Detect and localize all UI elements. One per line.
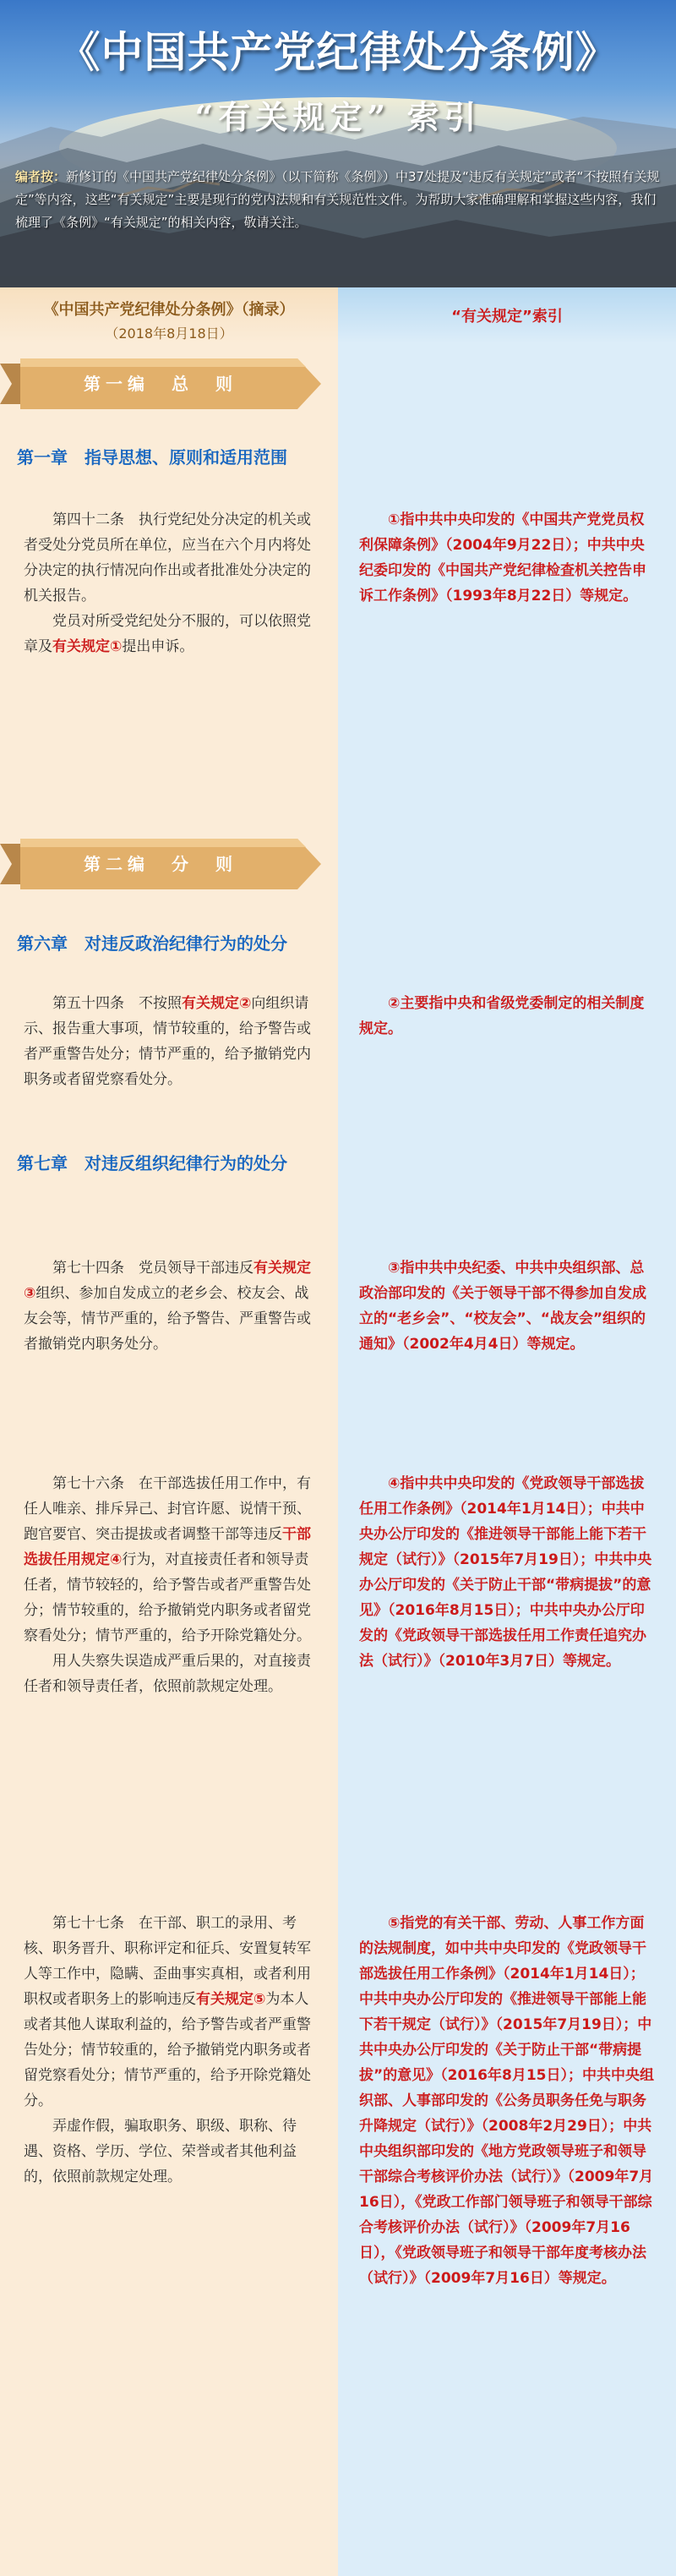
index-note: ⑤指党的有关干部、劳动、人事工作方面的法规制度，如中共中央印发的《党政领导干部选拔任用工作条例》（2014年1月14日）；中共中央办公厅印发的《推进领导干部能上能下若干规定（试行）》（2015年7月19日）；中共中央办公厅印发的《关于防止干部“带病提拔”的意见》（2016年8月15日）；中共中央组织部、人事部印发的《公务员职务任免与职务升降规定（试行）》（2008年2月29日）；中共中央组织部印发的《地方党政领导班子和领导干部综合考核评价办法（试行）》（2009年7月16日），《党政工作部门领导班子和领导干部综合考核评价办法（试行）》（2009年7月16日），《党政领导班子和领导干部年度考核办法（试行）》（2009年7月16日）等规定。 [359,1915,654,2287]
article-76: 第七十六条 在干部选拔任用工作中，有任人唯亲、排斥异己、封官许愿、说情干预、跑官要官、突击提拔或者调整干部等违反干部选拔任用规定④行为，对直接责任者和领导责任者，情节较轻的，给予警告或者严重警告处分；情节较重的，给予撤销党内职务或者留党察看处分；情节严重的，给予开除党籍处分。 用人失察失误造成严重后果的，对直接责任者和领导责任者，依照前款规定处理。 [24,1471,319,1699]
reference-marker: 干部选拔任用规定④ [24,1526,311,1568]
article-77: 第七十七条 在干部、职工的录用、考核、职务晋升、职称评定和征兵、安置复转军人等工作中，隐瞒、歪曲事实真相，或者利用职权或者职务上的影响违反有关规定⑤为本人或者其他人谋取利益的，给予警告或者严重警告处分；情节较重的，给予撤销党内职务或者留党察看处分；情节严重的，给予开除党籍处分。 弄虚作假，骗取职务、职级、职称、待遇、资格、学历、学位、荣誉或者其他利益的，依照前款规定处理。 [24,1911,319,2190]
part-banner-label: 第一编 总 则 [84,374,237,394]
article-54: 第五十四条 不按照有关规定②向组织请示、报告重大事项，情节较重的，给予警告或者严重警告处分；情节严重的，给予撤销党内职务或者留党察看处分。 [24,995,311,1088]
index-note: ①指中共中央印发的《中国共产党党员权利保障条例》（2004年9月22日）；中共中央纪委印发的《中国共产党纪律检查机关控告申诉工作条例》（1993年8月22日）等规定。 [359,511,646,604]
index-column-title: “有关规定”索引 [451,308,563,325]
part-banner [0,839,338,889]
chapter-heading: 第一章 指导思想、原则和适用范围 [17,447,287,468]
article-paragraph: 党员对所受党纪处分不服的，可以依照党章及有关规定①提出申诉。 [24,613,311,655]
regulation-column-date: （2018年8月18日） [105,325,233,342]
article-74: 第七十四条 党员领导干部违反有关规定③组织、参加自发成立的老乡会、校友会、战友会等，情节严重的，给予警告、严重警告或者撤销党内职务处分。 [24,1260,311,1353]
regulation-column-title: 《中国共产党纪律处分条例》（摘录） [43,301,295,319]
chapter-heading: 第七章 对违反组织纪律行为的处分 [17,1153,287,1173]
page-title: 《中国共产党纪律处分条例》 [57,28,619,77]
part-banner-label: 第二编 分 则 [84,854,237,874]
reference-marker: 有关规定① [52,638,123,655]
editor-note-lead: 编者按： [15,169,67,184]
chapter-heading: 第六章 对违反政治纪律行为的处分 [17,933,287,954]
page-subtitle: “有关规定” 索引 [194,98,482,136]
regulation-column-header [0,287,338,343]
article-paragraph: 第四十二条 执行党纪处分决定的机关或者受处分党员所在单位，应当在六个月内将处分决定的执行情况向作出或者批准处分决定的机关报告。 [24,511,311,604]
part-banner [0,358,338,409]
editor-note-text: 新修订的《中国共产党纪律处分条例》（以下简称《条例》）中37处提及“违反有关规定”或者“不按照有关规定”等内容，这些“有关规定”主要是现行的党内法规和有关规范性文件。为帮助大家准确理解和掌握这些内容，我们梳理了《条例》“有关规定”的相关内容，敬请关注。 [15,169,660,230]
editor-note [15,166,661,234]
index-note: ③指中共中央纪委、中共中央组织部、总政治部印发的《关于领导干部不得参加自发成立的“老乡会”、“校友会”、“战友会”组织的通知》（2002年4月4日）等规定。 [359,1260,646,1353]
index-note: ④指中共中央印发的《党政领导干部选拔任用工作条例》（2014年1月14日）；中共中央办公厅印发的《推进领导干部能上能下若干规定（试行）》（2015年7月19日）；中共中央办公厅印发的《关于防止干部“带病提拔”的意见》（2016年8月15日）；中共中央办公厅印发的《党政领导干部选拔任用工作责任追究办法（试行）》（2010年3月7日）等规定。 [359,1475,652,1670]
article-42 [24,507,319,659]
article-paragraph: 用人失察失误造成严重后果的，对直接责任者和领导责任者，依照前款规定处理。 [24,1653,311,1695]
reference-marker: 有关规定② [182,995,252,1012]
index-note: ②主要指中央和省级党委制定的相关制度规定。 [359,995,645,1037]
reference-marker: 有关规定③ [24,1260,311,1302]
reference-marker: 有关规定⑤ [196,1991,266,2008]
article-paragraph: 弄虚作假，骗取职务、职级、职称、待遇、资格、学历、学位、荣誉或者其他利益的，依照前款规定处理。 [24,2118,297,2185]
index-column-header [338,287,676,343]
header-banner [0,0,676,287]
